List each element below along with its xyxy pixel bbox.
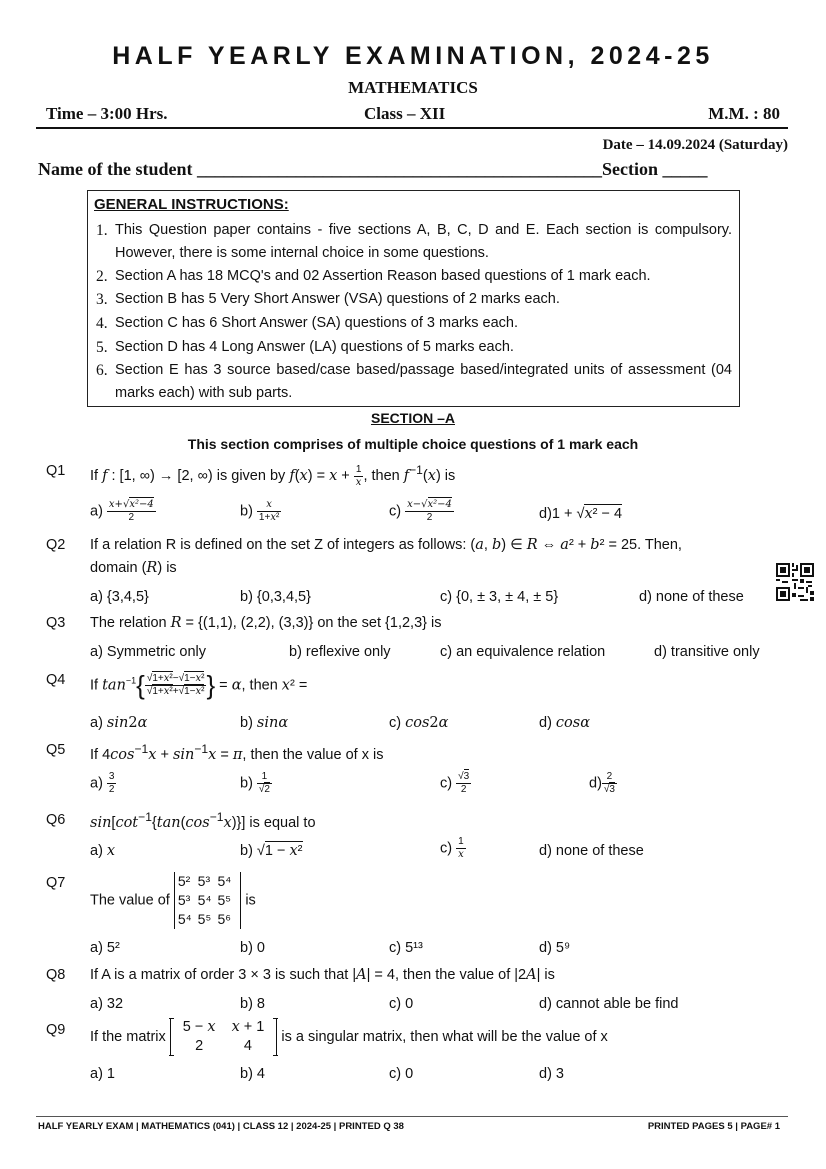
determinant: 5² 5³ 5⁴ 5³ 5⁴ 5⁵ 5⁴ 5⁵ 5⁶ (174, 872, 241, 929)
question-number: Q4 (46, 672, 66, 688)
time-label: Time – 3:00 Hrs. (46, 104, 168, 123)
option-d: d) cannot able be find (539, 996, 679, 1012)
option-c: c) cos2α (389, 715, 449, 731)
option-d: d) cosα (539, 715, 591, 731)
option-a: a) $\frac{3}{2}$ (90, 771, 115, 795)
max-marks-label: M.M. : 80 (708, 104, 780, 123)
option-b: b) $\frac{x}{\text{1+x²}}$ (240, 499, 280, 523)
option-d: d) none of these (639, 589, 744, 605)
question-number: Q7 (46, 875, 66, 891)
option-d: d) $\frac{2}{√3}$ (589, 771, 615, 795)
option-d: d) 5⁹ (539, 940, 571, 956)
option-a: a) $\frac{\text{x+√x²−4}}{2}$ (90, 499, 154, 523)
option-c: c) {0, ± 3, ± 4, ± 5} (440, 589, 559, 605)
instruction-item: 4. Section C has 6 Short Answer (SA) questions of 3 marks each. (96, 315, 518, 332)
option-c: c) $\frac{√3}{2}$ (440, 771, 470, 795)
footer-rule (36, 1116, 788, 1117)
option-d: d) 3 (539, 1066, 564, 1082)
q7-prefix: The value of (90, 892, 170, 909)
option-c: c) 5¹³ (389, 940, 423, 956)
student-name-field (38, 159, 708, 180)
question-1-text: If f : [1, ∞) → [2, ∞) is given by f(x) = x + $\frac{1}{x}$ , then $f^{-1}(x)$ is (90, 463, 456, 488)
question-number: Q6 (46, 812, 66, 828)
section-label: Section _____ (602, 159, 708, 179)
question-2-text-cont: domain (R) is (90, 560, 177, 576)
q7-suffix: is (245, 892, 256, 909)
name-label: Name of the student _____________________________________________ (38, 159, 602, 179)
option-a: a) 5² (90, 940, 120, 956)
exam-title: HALF YEARLY EXAMINATION, 2024-25 (112, 42, 714, 70)
option-c: c) $\frac{1}{x}$ (440, 836, 464, 860)
option-b: b) sinα (240, 715, 289, 731)
option-a: a) x (90, 843, 116, 859)
header-rule (36, 127, 788, 129)
option-a: a) 32 (90, 996, 124, 1012)
section-title: SECTION –A (370, 410, 455, 426)
question-number: Q2 (46, 537, 66, 553)
footer-right: PRINTED PAGES 5 | PAGE# 1 (647, 1121, 780, 1132)
subject-title: MATHEMATICS (348, 78, 478, 97)
option-b: b) {0,3,4,5} (240, 589, 311, 605)
question-6-text: $\sin[\cot^{-1}\{\tan(\cos^{-1}x)\}]$ is equal to (90, 810, 316, 831)
option-d: d) none of these (539, 843, 644, 859)
instruction-item: 6. Section E has 3 source based/case based/passage based/integrated units of assessment (04 marks each) with sub parts. (96, 362, 732, 401)
option-c: c) 0 (389, 1066, 414, 1082)
instruction-item: 1. This Question paper contains - five sections A, B, C, D and E. Each section is compulsory. However, there is some internal choice in some questions. (96, 222, 732, 261)
q9-suffix: is a singular matrix, then what will be the value of x (281, 1028, 608, 1045)
instruction-item: 2. Section A has 18 MCQ's and 02 Assertion Reason based questions of 1 mark each. (96, 268, 651, 285)
section-subtitle: This section comprises of multiple choice questions of 1 mark each (187, 436, 639, 452)
question-number: Q9 (46, 1022, 66, 1038)
option-b: b) 8 (240, 996, 265, 1012)
question-2-text: If a relation R is defined on the set Z of integers as follows: (a, b) ∈ R ⇔ a² + b² = 25. Then, (90, 537, 682, 553)
instruction-item: 5. Section D has 4 Long Answer (LA) questions of 5 marks each. (96, 339, 514, 356)
question-4-text: If $\tan^{-1}${ $\frac{\text{√1+x²−√1−x²}}{\text{√1+x²+√1−x²}}$ } = α, then x² = (90, 670, 308, 700)
general-instructions-box (87, 190, 740, 407)
instructions-heading: GENERAL INSTRUCTIONS: (94, 196, 289, 213)
option-a: a) sin2α (90, 715, 148, 731)
question-number: Q8 (46, 967, 66, 983)
exam-date: Date – 14.09.2024 (Saturday) (602, 137, 788, 153)
option-d: d) transitive only (654, 644, 760, 660)
question-number: Q3 (46, 615, 66, 631)
question-5-text: If $4\cos^{-1}x + \sin^{-1}x = \pi$, then the value of x is (90, 742, 384, 763)
question-3-text: The relation R = {(1,1), (2,2), (3,3)} on the set {1,2,3} is (90, 615, 442, 631)
option-b: b) √1 − x² (240, 843, 303, 859)
footer-left: HALF YEARLY EXAM | MATHEMATICS (041) | CLASS 12 | 2024-25 | PRINTED Q 38 (38, 1121, 404, 1132)
option-b: b) $\frac{1}{√2}$ (240, 771, 270, 795)
option-b: b) 4 (240, 1066, 265, 1082)
option-b: b) reflexive only (289, 644, 391, 660)
class-label: Class – XII (364, 104, 446, 123)
option-a: a) Symmetric only (90, 644, 207, 660)
instruction-item: 3. Section B has 5 Very Short Answer (VSA) questions of 2 marks each. (96, 291, 560, 308)
option-c: c) 0 (389, 996, 414, 1012)
question-9-text (90, 1018, 608, 1056)
option-b: b) 0 (240, 940, 265, 956)
matrix: 5 − x x + 1 2 4 (170, 1018, 278, 1056)
question-7-text (90, 872, 256, 929)
option-d: d)1 + √x² − 4 (539, 506, 623, 522)
question-number: Q1 (46, 463, 66, 479)
option-c: c) $\frac{\text{x−√x²−4}}{2}$ (389, 499, 452, 523)
option-a: a) {3,4,5} (90, 589, 149, 605)
q9-prefix: If the matrix (90, 1028, 166, 1045)
option-c: c) an equivalence relation (440, 644, 606, 660)
question-number: Q5 (46, 742, 66, 758)
question-8-text: If A is a matrix of order 3 × 3 is such that |A| = 4, then the value of |2A| is (90, 967, 555, 983)
qr-code-icon (776, 563, 814, 601)
option-a: a) 1 (90, 1066, 115, 1082)
